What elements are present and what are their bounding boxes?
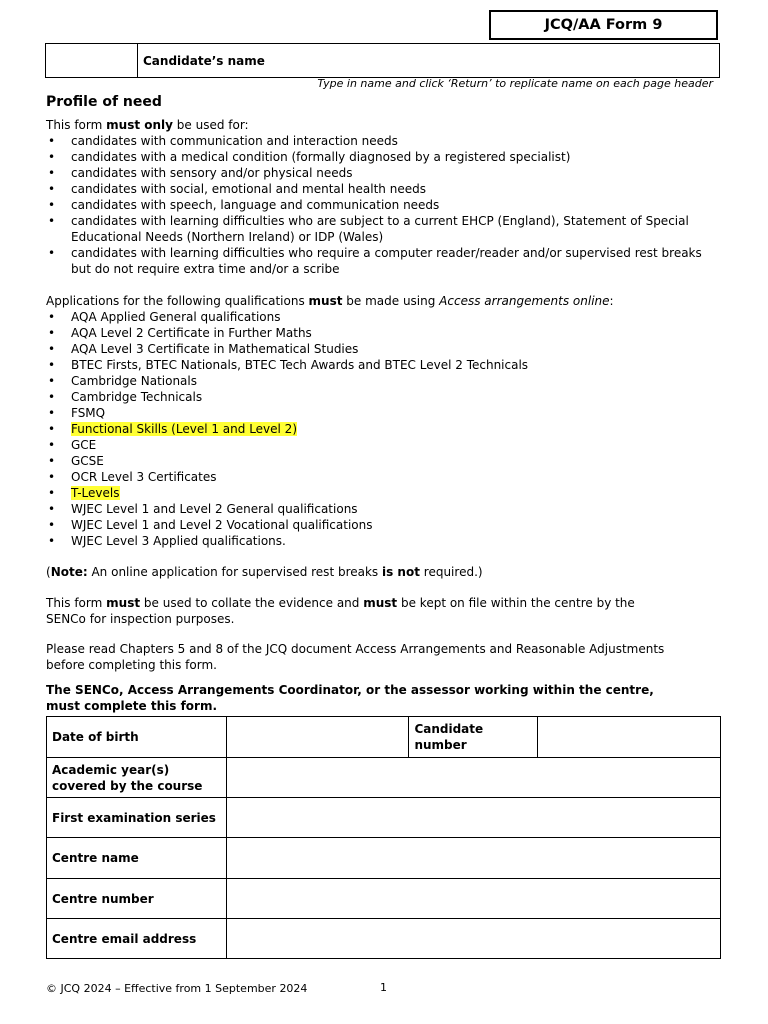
qualification-name: AQA Applied General qualifications [71,310,281,324]
applications-intro-end: : [609,294,614,308]
candidate-name-input-cell[interactable] [46,44,138,77]
senco-instruction: The SENCo, Access Arrangements Coordinator, or the assessor working within the centre, must complete this form. [46,683,654,713]
academic-years-label: Academic year(s) covered by the course [47,758,227,798]
centre-name-field[interactable] [226,838,720,879]
read-chapters-paragraph: Please read Chapters 5 and 8 of the JCQ document Access Arrangements and Reasonable Adjustments before completing this form. [46,642,665,672]
collate-bold-1: must [106,596,141,610]
qualifications-list-container [46,309,726,549]
qualification-name: FSMQ [71,406,106,420]
qualification-list-item [46,357,726,373]
form-id-badge: JCQ/AA Form 9 [489,10,718,40]
footer-copyright: © JCQ 2024 – Effective from 1 September 2024 [46,982,308,995]
qualifications-list [46,309,726,549]
qualification-list-item [46,325,726,341]
qualification-list-item [46,421,726,437]
note-open: ( [46,565,51,579]
profile-of-need-title: Profile of need [46,94,162,110]
use-list-item: • candidates with social, emotional and mental health needs [46,181,716,197]
footer-page-number: 1 [380,981,387,994]
collate-bold-2: must [363,596,398,610]
qualification-list-item [46,469,726,485]
first-examination-series-label: First examination series [47,798,227,838]
centre-email-field[interactable] [226,919,720,959]
use-list-item: • candidates with learning difficulties who are subject to a current EHCP (England), Statement of Special Educational Needs (Northern Ireland) or IDP (Wales) [46,213,716,245]
access-arrangements-online-text: Access arrangements online [439,294,610,308]
qualification-name: Functional Skills (Level 1 and Level 2) [71,422,297,436]
centre-email-label: Centre email address [47,919,227,959]
qualification-name: AQA Level 2 Certificate in Further Maths [71,326,312,340]
candidate-name-label: Candidate’s name [143,54,265,68]
intro-text: This form [46,118,107,132]
applications-intro-bold: must [308,294,343,308]
qualification-list-item [46,373,726,389]
candidate-name-table [45,43,720,78]
candidate-details-table [46,716,721,959]
qualification-list-item [46,341,726,357]
qualification-list-item [46,389,726,405]
note-label: Note: [50,565,88,579]
collate-text-mid: be used to collate the evidence and [140,596,364,610]
qualification-list-item [46,437,726,453]
first-examination-series-field[interactable] [226,798,720,838]
intro-bold: must only [106,118,173,132]
qualification-list-item [46,533,726,549]
qualification-list-item [46,517,726,533]
candidate-number-label: Candidate number [409,717,538,758]
uses-list [46,133,716,277]
applications-intro-mid: be made using [342,294,440,308]
centre-number-label: Centre number [47,879,227,919]
qualification-name: WJEC Level 3 Applied qualifications. [71,534,286,548]
qualification-name: T-Levels [71,486,120,500]
applications-intro [46,293,726,309]
qualification-name: Cambridge Nationals [71,374,197,388]
use-list-item: • candidates with a medical condition (formally diagnosed by a registered specialist) [46,149,716,165]
qualification-name: GCE [71,438,97,452]
candidate-name-hint: Type in name and click ‘Return’ to replicate name on each page header [317,77,713,90]
qualification-list-item [46,453,726,469]
qualification-list-item [46,405,726,421]
academic-years-field[interactable] [226,758,720,798]
collate-paragraph [46,595,676,627]
note-paragraph [46,564,726,580]
qualification-list-item [46,501,726,517]
candidate-number-field[interactable] [538,717,721,758]
applications-intro-text: Applications for the following qualifications [46,294,309,308]
use-list-item: • candidates with learning difficulties who require a computer reader/reader and/or supervised rest breaks but do not require extra time and/or a scribe [46,245,716,277]
centre-number-field[interactable] [226,879,720,919]
profile-intro [46,117,726,133]
collate-text: This form [46,596,107,610]
note-text-end: required.) [419,565,483,579]
collate-text-end: be kept on file within the centre by the SENCo for inspection purposes. [46,596,635,626]
date-of-birth-field[interactable] [226,717,409,758]
qualification-name: GCSE [71,454,104,468]
centre-name-label: Centre name [47,838,227,879]
use-list-item: • candidates with sensory and/or physical needs [46,165,716,181]
date-of-birth-label: Date of birth [47,717,227,758]
qualification-name: WJEC Level 1 and Level 2 General qualifications [71,502,358,516]
qualification-name: Cambridge Technicals [71,390,203,404]
use-list-item: • candidates with communication and interaction needs [46,133,716,149]
intro-text-end: be used for: [172,118,249,132]
use-list-item: • candidates with speech, language and communication needs [46,197,716,213]
uses-list-container [46,133,716,277]
note-bold: is not [382,565,420,579]
qualification-name: WJEC Level 1 and Level 2 Vocational qualifications [71,518,373,532]
note-text: An online application for supervised rest breaks [87,565,382,579]
qualification-list-item [46,485,726,501]
qualification-name: OCR Level 3 Certificates [71,470,217,484]
qualification-list-item [46,309,726,325]
qualification-name: AQA Level 3 Certificate in Mathematical Studies [71,342,359,356]
qualification-name: BTEC Firsts, BTEC Nationals, BTEC Tech Awards and BTEC Level 2 Technicals [71,358,529,372]
